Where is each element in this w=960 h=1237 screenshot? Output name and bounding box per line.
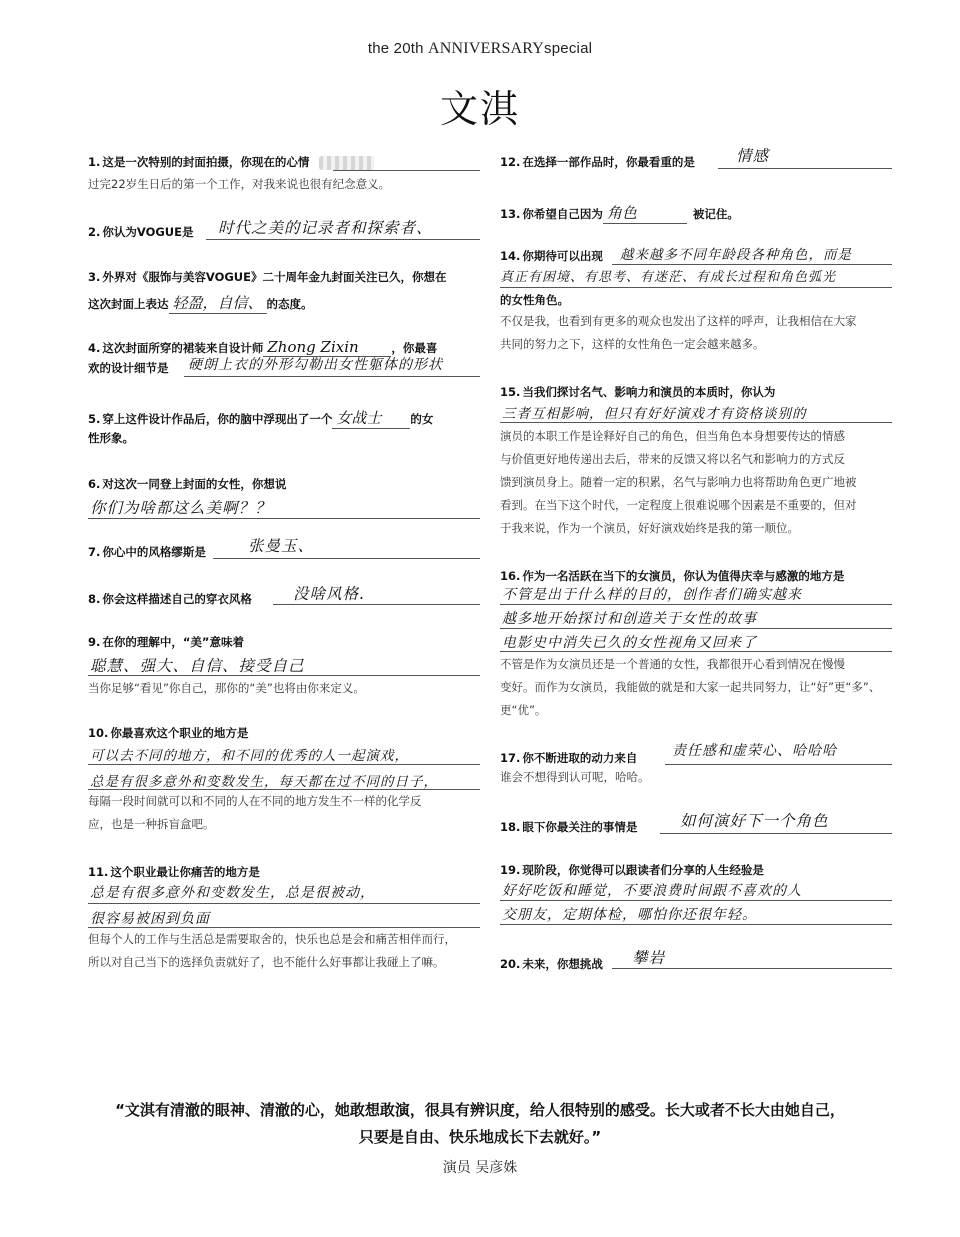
q18-text: 眼下你最关注的事情是 [522,820,638,834]
q3-text-a: 外界对《服饰与美容VOGUE》二十周年金九封面关注已久，你想在 [102,270,447,284]
q19-handwritten-b: 交朋友，定期体检，哪怕你还很年轻。 [502,907,757,923]
q20-text: 未来，你想挑战 [522,957,603,971]
q15-answer-e: 于我来说，作为一个演员，好好演戏始终是我的第一顺位。 [500,521,799,535]
q11-handwritten-b: 很容易被困到负面 [90,911,210,927]
q12-line [718,168,892,169]
question-19 [500,862,892,878]
q11-answer-a: 但每个人的工作与生活总是需要取舍的，快乐也总是会和痛苦相伴而行， [88,932,456,946]
q9-number: 9. [88,635,101,649]
q19-text: 现阶段，你觉得可以跟读者们分享的人生经验是 [522,863,764,877]
q15-text: 当我们探讨名气、影响力和演员的本质时，你认为 [522,385,776,399]
question-16 [500,568,892,584]
q3-text-b: 这次封面上表达 [88,297,169,311]
q17-handwritten: 责任感和虚荣心、哈哈哈 [672,743,837,759]
q9-handwritten: 聪慧、强大、自信、接受自己 [90,657,305,675]
q18-number: 18. [500,820,521,834]
question-1 [88,154,480,170]
q19-handwritten-a: 好好吃饭和睡觉，不要浪费时间跟不喜欢的人 [502,883,802,899]
q16-answer-b: 变好。而作为女演员，我能做的就是和大家一起共同努力，让“好”更“多”、 [500,680,881,694]
question-6 [88,476,480,492]
q16-line-3 [500,651,892,652]
q16-handwritten-b: 越多地开始探讨和创造关于女性的故事 [502,611,757,627]
quote-line-1: “文淇有清澈的眼神、清澈的心，她敢想敢演，很具有辨识度，给人很特别的感受。长大或者不长大由她自己， [115,1101,845,1119]
q15-line [500,422,892,423]
q4-text-c: 欢的设计细节是 [88,361,169,375]
q11-text: 这个职业最让你痛苦的地方是 [110,865,260,879]
q4-text-a: 这次封面所穿的裙装来自设计师 [102,341,264,355]
q15-handwritten: 三者互相影响，但只有好好演戏才有资格谈别的 [502,406,807,422]
blurred-answer [319,156,374,170]
question-13 [500,202,892,224]
question-3-line2 [88,292,480,314]
q13-text-b: 被记住。 [692,207,739,221]
q17-line [665,764,892,765]
q4-text-b: ，你最喜 [391,341,438,355]
q14-number: 14. [500,249,521,263]
q1-text: 这是一次特别的封面拍摄，你现在的心情 [102,155,310,169]
q10-number: 10. [88,726,109,740]
q10-handwritten-b: 总是有很多意外和变数发生，每天都在过不同的日子， [90,774,438,790]
q5-handwritten: 女战士 [332,407,410,429]
q10-line-1 [88,764,480,765]
question-5 [88,407,480,429]
q20-line [612,968,892,969]
q11-number: 11. [88,865,109,879]
q14-line-2 [500,287,892,288]
q3-text-c: 的态度。 [266,297,313,311]
q4-line [184,376,480,377]
question-3 [88,269,480,285]
q6-text: 对这次一同登上封面的女性，你想说 [102,477,287,491]
q12-text: 在选择一部作品时，你最看重的是 [522,155,695,169]
q7-number: 7. [88,545,101,559]
q17-text: 你不断进取的动力来自 [522,751,638,765]
page-title: 文淇 [439,87,520,131]
q13-text-a: 你希望自己因为 [522,207,603,221]
question-14-tail [500,292,892,308]
q14-handwritten-a: 越来越多不同年龄段各种角色，而是 [620,247,852,263]
question-10 [88,725,480,741]
q10-handwritten-a: 可以去不同的地方，和不同的优秀的人一起演戏， [90,748,409,764]
q6-line [88,518,480,519]
q10-text: 你最喜欢这个职业的地方是 [110,726,249,740]
q7-line [213,558,480,559]
q2-handwritten: 时代之美的记录者和探索者、 [218,219,433,237]
q4-number: 4. [88,341,101,355]
q14-handwritten-b: 真正有困境、有思考、有迷茫、有成长过程和角色弧光 [500,270,837,285]
q9-answer: 当你足够“看见”你自己，那你的“美”也将由你来定义。 [88,681,365,695]
q1-line [333,170,480,171]
q7-text: 你心中的风格缪斯是 [102,545,206,559]
q14-answer-a: 不仅是我，也看到有更多的观众也发出了这样的呼声，让我相信在大家 [500,314,857,328]
q12-number: 12. [500,155,521,169]
q16-line-2 [500,628,892,629]
q4-handwritten-b: 硬朗上衣的外形勾勒出女性躯体的形状 [188,357,443,373]
q13-handwritten: 角色 [603,202,687,224]
q8-number: 8. [88,592,101,606]
q15-answer-b: 与价值更好地传递出去后，带来的反馈又将以名气和影响力的方式反 [500,452,845,466]
q11-line-2 [88,927,480,928]
q15-answer-c: 馈到演员身上。随着一定的积累，名气与影响力也将帮助角色更广地被 [500,475,857,489]
q19-line-2 [500,924,892,925]
header-suffix: special [544,40,593,57]
q1-number: 1. [88,155,101,169]
q8-handwritten: 没啥风格. [293,585,365,603]
q16-answer-c: 更“优”。 [500,703,547,717]
q13-number: 13. [500,207,521,221]
q11-line-1 [88,903,480,904]
q8-text: 你会这样描述自己的穿衣风格 [102,592,252,606]
question-5-line2 [88,430,480,446]
q10-answer-a: 每隔一段时间就可以和不同的人在不同的地方发生不一样的化学反 [88,794,422,808]
q6-number: 6. [88,477,101,491]
q15-number: 15. [500,385,521,399]
q19-line-1 [500,900,892,901]
q19-number: 19. [500,863,521,877]
q16-answer-a: 不管是作为女演员还是一个普通的女性，我都很开心看到情况在慢慢 [500,657,845,671]
header-anniversary: ANNIVERSARY [428,40,545,57]
question-11 [88,864,480,880]
q9-line [88,675,480,676]
pull-quote [60,1097,900,1151]
q5-text-c: 性形象。 [88,431,134,445]
q11-answer-b: 所以对自己当下的选择负责就好了，也不能什么好事都让我碰上了嘛。 [88,955,445,969]
q15-answer-d: 看到。在当下这个时代，一定程度上很难说哪个因素是不重要的，但对 [500,498,857,512]
q20-handwritten: 攀岩 [632,949,666,967]
q17-answer: 谁会不想得到认可呢，哈哈。 [500,770,650,784]
q16-line-1 [500,604,892,605]
q7-handwritten: 张曼玉、 [248,537,315,555]
quote-line-2: 只要是自由、快乐地成长下去就好。” [358,1128,602,1146]
header-prefix: the 20th [367,40,424,57]
q2-text: 你认为VOGUE是 [102,225,194,239]
q17-number: 17. [500,751,521,765]
q15-answer-a: 演员的本职工作是诠释好自己的角色，但当角色本身想要传达的情感 [500,429,845,443]
q14-answer-b: 共同的努力之下，这样的女性角色一定会越来越多。 [500,337,765,351]
question-20 [500,956,892,972]
q3-handwritten: 轻盈，自信、 [169,292,267,314]
q18-handwritten: 如何演好下一个角色 [680,812,829,830]
q12-handwritten: 情感 [736,147,770,165]
q16-handwritten-a: 不管是出于什么样的目的，创作者们确实越来 [502,587,802,603]
q5-number: 5. [88,412,101,426]
q2-line [206,239,480,240]
q3-number: 3. [88,270,101,284]
q16-number: 16. [500,569,521,583]
anniversary-header [0,40,960,58]
q1-answer: 过完22岁生日后的第一个工作，对我来说也很有纪念意义。 [88,177,391,191]
quote-author: 演员 吴彦姝 [442,1160,518,1176]
q14-line-1 [612,264,892,265]
q4-handwritten-a: Zhong Zixin [263,338,391,357]
q18-line [660,833,892,834]
q14-text-a: 你期待可以出现 [522,249,603,263]
q20-number: 20. [500,957,521,971]
q9-text: 在你的理解中，“美”意味着 [102,635,244,649]
q6-handwritten: 你们为啥都这么美啊？？ [90,499,272,517]
q5-text-b: 的女 [410,412,434,426]
question-15 [500,384,892,400]
q2-number: 2. [88,225,101,239]
q8-line [273,604,480,605]
q11-handwritten-a: 总是有很多意外和变数发生，总是很被动， [90,885,375,901]
q10-answer-b: 应，也是一种拆盲盒吧。 [88,817,215,831]
q16-handwritten-c: 电影史中消失已久的女性视角又回来了 [502,635,757,651]
q10-line-2 [88,789,480,790]
q16-text: 作为一名活跃在当下的女演员，你认为值得庆幸与感激的地方是 [522,569,845,583]
question-9 [88,634,480,650]
q14-text-b: 的女性角色。 [500,293,569,307]
q5-text-a: 穿上这件设计作品后，你的脑中浮现出了一个 [102,412,333,426]
